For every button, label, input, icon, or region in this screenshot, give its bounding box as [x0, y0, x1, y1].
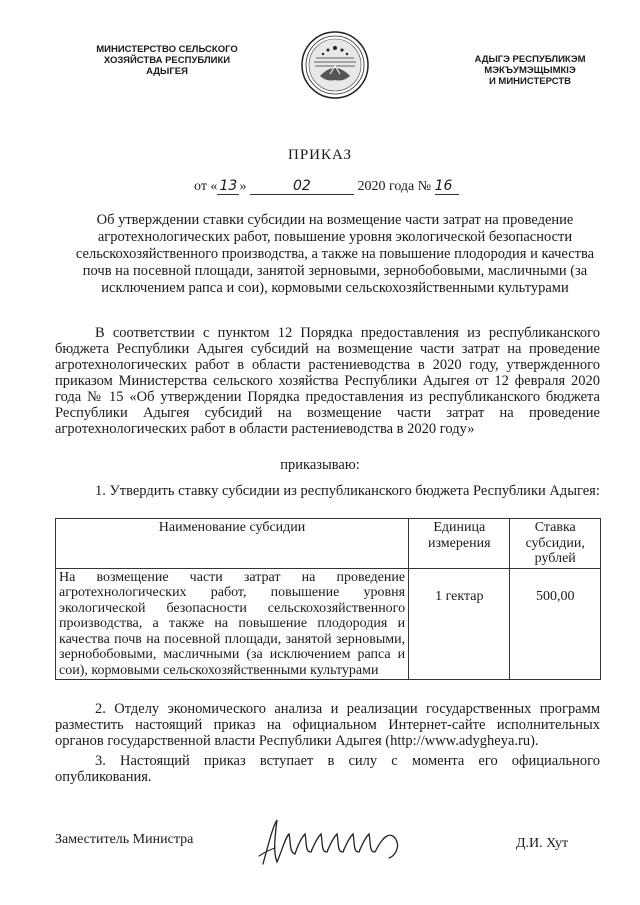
handwritten-signature	[255, 812, 415, 872]
date-year: 2020 года №	[357, 179, 432, 194]
signatory-name: Д.И. Хут	[516, 836, 569, 851]
document-title: ПРИКАЗ	[288, 147, 352, 163]
date-day: 13	[217, 178, 239, 195]
header-cell-unit: Единица измерения	[409, 519, 510, 569]
item-2: 2. Отделу экономического анализа и реализации государственных программ разместить настоящий приказ на официальном Интернет-сайте исполнительных органов государственной власти Республики Адыгея (http://www.adygheya.ru).	[55, 701, 600, 749]
cell-subsidy-name: На возмещение части затрат на проведение агротехнологических работ, повышение уровня экологической безопасности сельскохозяйственного производства, а также на повышение плодородия и качества почв на посевной площади, занятой зерновыми, зернобобовыми, масличными (за исключением рапса и сои), кормовыми сельскохозяйственными культурами	[56, 568, 409, 680]
header-line: МИНИСТЕРСТВО СЕЛЬСКОГО	[96, 44, 238, 55]
ministry-header-ru	[62, 44, 272, 77]
header-cell-rate: Ставка субсидии, рублей	[510, 519, 601, 569]
cell-rate: 500,00	[510, 568, 601, 680]
header-cell-name: Наименование субсидии	[56, 519, 409, 569]
preamble-paragraph: В соответствии с пунктом 12 Порядка предоставления из республиканского бюджета Республики Адыгея субсидий на возмещение части затрат на проведение агротехнологических работ в области растениеводства в 2020 году, утвержденного приказом Министерства сельского хозяйства Республики Адыгея от 12 февраля 2020 года № 15 «Об утверждении Порядка предоставления из республиканского бюджета Республики Адыгея субсидий на возмещение части затрат на проведение агротехнологических работ в области растениеводства в 2020 году»	[55, 325, 600, 437]
header-line: И МИНИСТЕРСТВ	[488, 76, 572, 87]
table-header-row	[56, 519, 601, 569]
header-line: АДЫГЭ РЕСПУБЛИКЭМ	[474, 54, 586, 65]
cell-unit: 1 гектар	[409, 568, 510, 680]
header-line: АДЫГЕЯ	[146, 66, 188, 77]
header-line: МЭКЪУМЭЩЫМКIЭ	[484, 65, 576, 76]
signatory-position: Заместитель Министра	[55, 832, 194, 847]
date-line	[194, 178, 459, 195]
ministry-header-ady	[450, 54, 610, 87]
item-3: 3. Настоящий приказ вступает в силу с момента его официального опубликования.	[55, 753, 600, 785]
header-line: ХОЗЯЙСТВА РЕСПУБЛИКИ	[103, 55, 231, 66]
order-subject: Об утверждении ставки субсидии на возмещение части затрат на проведение агротехнологических работ, повышение уровня экологической безопасности сельскохозяйственного производства, а также на повышение плодородия и качества почв на посевной площади, занятой зерновыми, зернобобовыми, масличными (за исключением рапса и сои), кормовыми сельскохозяйственными культурами	[75, 212, 595, 296]
table-row	[56, 568, 601, 680]
date-mid: »	[239, 179, 247, 194]
order-verb: приказываю:	[280, 457, 360, 473]
subsidy-table	[55, 518, 601, 680]
date-prefix: от «	[194, 179, 218, 194]
item-1: 1. Утвердить ставку субсидии из республиканского бюджета Республики Адыгея:	[95, 483, 600, 499]
date-month: 02	[250, 178, 354, 195]
coat-of-arms-icon	[300, 30, 370, 100]
order-number: 16	[435, 178, 459, 195]
